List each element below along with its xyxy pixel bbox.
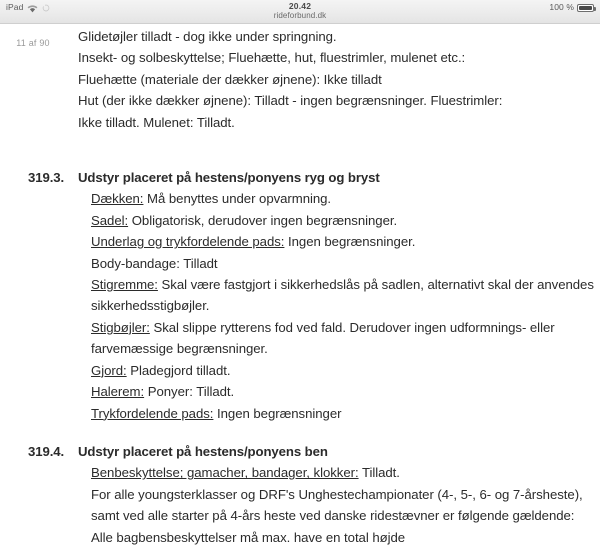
entry-text: Ponyer: Tilladt. bbox=[144, 384, 235, 400]
equipment-entry bbox=[91, 360, 596, 381]
entry-term: Halerem: bbox=[91, 384, 145, 400]
entry-text: Tilladt bbox=[179, 255, 218, 271]
equipment-entry bbox=[91, 317, 596, 360]
entry-text: Obligatorisk, derudover ingen begrænsninger. bbox=[128, 212, 398, 228]
entry-term: Trykfordelende pads: bbox=[91, 405, 214, 421]
intro-line: Fluehætte (materiale der dækker øjnene): Ikke tilladt bbox=[78, 71, 382, 87]
clock-time: 20.42 bbox=[288, 1, 312, 11]
document-content bbox=[28, 26, 596, 548]
section-title: Udstyr placeret på hestens/ponyens ryg og bryst bbox=[78, 170, 380, 186]
entry-text: Ingen begrænsninger. bbox=[284, 234, 416, 250]
section-heading bbox=[28, 167, 596, 188]
entry-term: Gjord: bbox=[91, 362, 127, 378]
entry-text: Tilladt. bbox=[358, 465, 400, 481]
equipment-entry bbox=[91, 274, 596, 317]
equipment-entry bbox=[91, 403, 596, 424]
rotation-lock-icon bbox=[42, 4, 50, 12]
intro-block bbox=[28, 26, 596, 133]
section-body bbox=[28, 188, 596, 423]
device-label: iPad bbox=[6, 2, 24, 12]
section-title: Udstyr placeret på hestens/ponyens ben bbox=[78, 443, 328, 459]
intro-line: Ikke tilladt. Mulenet: Tilladt. bbox=[78, 114, 235, 130]
equipment-entry bbox=[91, 210, 596, 231]
entry-text: Må benyttes under opvarmning. bbox=[143, 191, 332, 207]
equipment-entry bbox=[91, 462, 596, 483]
entry-term: Dækken: bbox=[91, 191, 144, 207]
entry-text: Skal slippe rytterens fod ved fald. Derudover ingen udformnings- eller farvemæssige begrænsninger. bbox=[91, 319, 555, 357]
status-bar bbox=[0, 0, 600, 24]
section-number: 319.3. bbox=[28, 170, 65, 186]
entry-text: For alle youngsterklasser og DRF's Unghestechampionater (4-, 5-, 6- og 7-årsheste), samt ved alle starter på 4-års heste ved danske ridestævner er følgende gældende: Alle bagbensbeskyttelser må max. have en total højde bbox=[91, 486, 583, 545]
status-bar-left bbox=[6, 1, 50, 12]
entry-text: Ingen begrænsninger bbox=[213, 405, 342, 421]
entry-term: Stigremme: bbox=[91, 277, 158, 293]
entry-term: Stigbøjler: bbox=[91, 319, 150, 335]
equipment-entry bbox=[91, 484, 596, 548]
intro-line: Hut (der ikke dækker øjnene): Tilladt - ingen begrænsninger. Fluestrimler: bbox=[78, 93, 503, 109]
sections-container bbox=[28, 167, 596, 548]
entry-text: Skal være fastgjort i sikkerhedslås på sadlen, alternativt skal der anvendes sikkerhedsstigbøjler. bbox=[91, 277, 594, 314]
equipment-entry bbox=[91, 188, 596, 209]
entry-text: Pladegjord tilladt. bbox=[126, 362, 231, 378]
entry-term: Body-bandage: bbox=[91, 255, 180, 271]
status-bar-center bbox=[0, 1, 600, 21]
wifi-icon bbox=[27, 4, 38, 13]
document-section bbox=[28, 167, 596, 424]
section-heading bbox=[28, 441, 596, 462]
equipment-entry bbox=[91, 253, 596, 274]
page-counter: 11 af 90 bbox=[16, 38, 50, 48]
section-number: 319.4. bbox=[28, 443, 65, 459]
equipment-entry bbox=[91, 231, 596, 252]
status-bar-right bbox=[549, 1, 594, 12]
section-body bbox=[28, 462, 596, 548]
document-section bbox=[28, 441, 596, 548]
battery-percentage: 100 % bbox=[549, 2, 574, 12]
entry-term: Underlag og trykfordelende pads: bbox=[91, 234, 285, 250]
equipment-entry bbox=[91, 381, 596, 402]
intro-line: Glidetøjler tilladt - dog ikke under springning. bbox=[78, 29, 337, 44]
site-domain: rideforbund.dk bbox=[273, 11, 327, 20]
entry-term: Benbeskyttelse; gamacher, bandager, klokker: bbox=[91, 465, 359, 481]
battery-icon bbox=[577, 4, 594, 12]
entry-term: Sadel: bbox=[91, 212, 129, 228]
intro-line: Insekt- og solbeskyttelse; Fluehætte, hut, fluestrimler, mulenet etc.: bbox=[78, 50, 466, 66]
document-viewport[interactable] bbox=[0, 24, 600, 545]
